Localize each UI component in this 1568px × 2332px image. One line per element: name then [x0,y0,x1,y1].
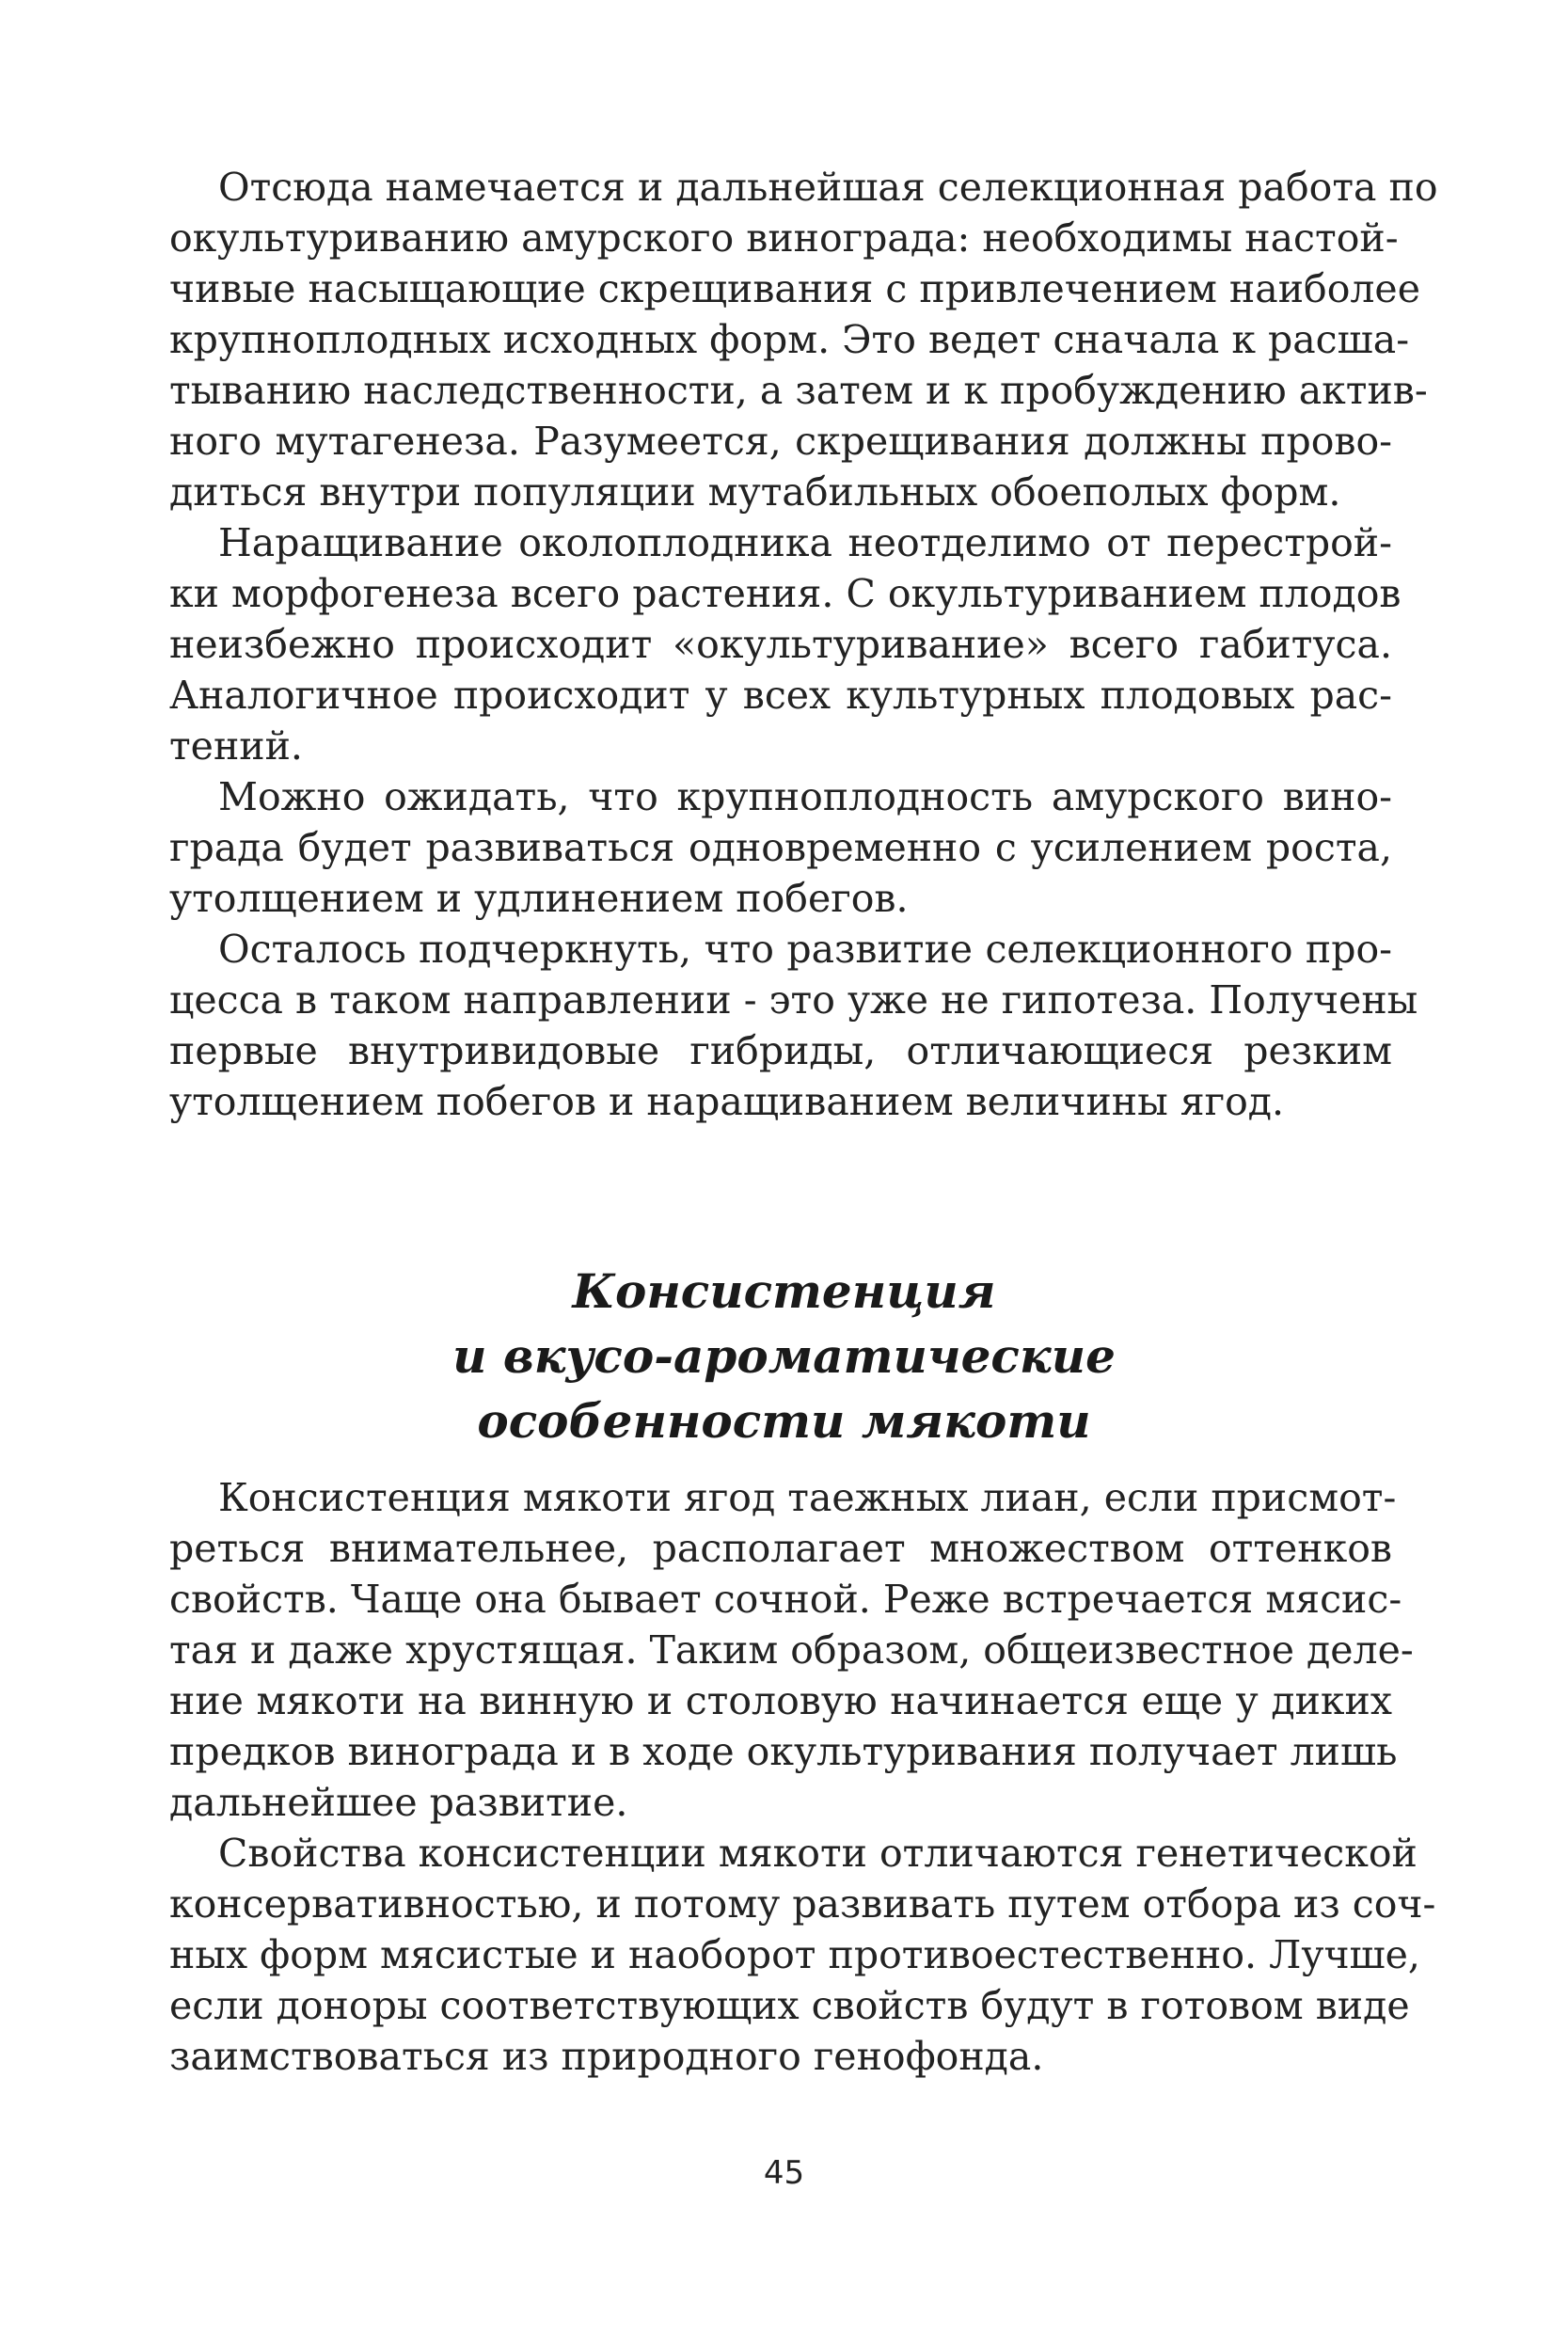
heading-line: и вкусо-ароматические [452,1328,1116,1384]
text-line: Свойства консистенции мякоти отличаются генетической [218,1831,1418,1876]
text-line: заимствоваться из природного генофонда. [169,2034,1044,2079]
text-line: дальнейшее развитие. [169,1780,628,1825]
section-heading [0,1259,1568,1453]
text-line: тыванию наследственности, а затем и к пробуждению актив- [169,368,1428,413]
heading-line: Консистенция [572,1263,996,1319]
paragraph [169,1828,1436,2082]
text-line: ки морфогенеза всего растения. С окультуриванием плодов [169,571,1402,616]
text-line: чивые насыщающие скрещивания с привлечением наиболее [169,266,1420,311]
text-line: первые внутривидовые гибриды, отличающиеся резким [169,1028,1392,1073]
text-line: тений. [169,723,303,769]
text-line: предков винограда и в ходе окультуривания получает лишь [169,1729,1398,1774]
text-line: Аналогичное происходит у всех культурных плодовых рас- [169,673,1392,718]
paragraph [169,517,1402,771]
paragraph [169,924,1418,1127]
text-line: крупноплодных исходных форм. Это ведет сначала к расша- [169,317,1410,362]
text-line: Можно ожидать, что крупноплодность амурского вино- [218,774,1392,819]
text-block-bottom [169,1472,1436,2082]
text-line: ние мякоти на винную и столовую начинается еще у диких [169,1678,1392,1723]
text-line: ных форм мясистые и наоборот противоестественно. Лучше, [169,1932,1420,1977]
text-line: цесса в таком направлении - это уже не гипотеза. Получены [169,977,1418,1023]
text-line: если доноры соответствующих свойств будут в готовом виде [169,1983,1410,2028]
text-line: Консистенция мякоти ягод таежных лиан, если присмот- [218,1475,1397,1520]
text-line: диться внутри популяции мутабильных обоеполых форм. [169,469,1341,515]
text-line: Осталось подчеркнуть, что развитие селекционного про- [218,927,1392,972]
text-line: утолщением побегов и наращиванием величины ягод. [169,1079,1285,1124]
text-line: консервативностью, и потому развивать путем отбора из соч- [169,1881,1436,1927]
page-number: 45 [763,2154,805,2192]
paragraph [169,1472,1414,1828]
paragraph [169,162,1438,517]
text-line: ного мутагенеза. Разумеется, скрещивания должны прово- [169,419,1392,464]
text-line: тая и даже хрустящая. Таким образом, общеизвестное деле- [169,1627,1414,1673]
text-block-top [169,162,1438,1127]
paragraph [169,771,1392,924]
text-line: свойств. Чаще она бывает сочной. Реже встречается мясис- [169,1577,1402,1622]
text-line: града будет развиваться одновременно с усилением роста, [169,825,1392,870]
text-line: неизбежно происходит «окультуривание» всего габитуса. [169,622,1392,667]
text-line: реться внимательнее, располагает множеством оттенков [169,1526,1392,1571]
text-line: Отсюда намечается и дальнейшая селекционная работа по [218,165,1438,210]
heading-line: особенности мякоти [477,1393,1091,1449]
text-line: окультуриванию амурского винограда: необходимы настой- [169,215,1399,261]
text-line: Наращивание околоплодника неотделимо от перестрой- [218,520,1392,565]
text-line: утолщением и удлинением побегов. [169,876,909,921]
